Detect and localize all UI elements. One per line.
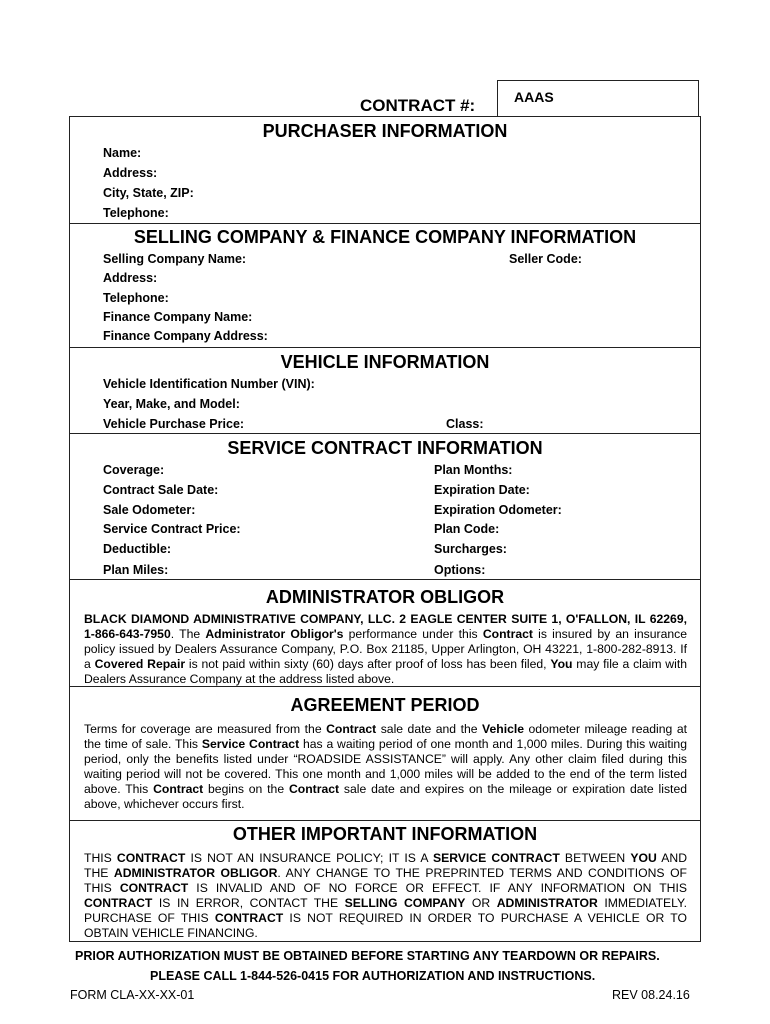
selling-telephone-label: Telephone: xyxy=(103,291,169,305)
finance-company-name-label: Finance Company Name: xyxy=(103,310,253,324)
administrator-title: ADMINISTRATOR OBLIGOR xyxy=(265,587,505,607)
authorization-phone-notice: PLEASE CALL 1-844-526-0415 FOR AUTHORIZATION AND INSTRUCTIONS. xyxy=(150,969,596,983)
administrator-paragraph: BLACK DIAMOND ADMINISTRATIVE COMPANY, LLC. 2 EAGLE CENTER SUITE 1, O'FALLON, IL 62269, 1-866-643-7950. The Administrator Obligor's performance under this Contract is insured by an insurance policy issued by Dealers Assurance Company, P.O. Box 21185, Upper Arlington, OH 43221, 1-800-282-8913. If a Covered Repair is not paid within sixty (60) days after proof of loss has been filed, You may file a claim with Dealers Assurance Company at the address listed above. xyxy=(84,612,687,686)
contract-number-field[interactable] xyxy=(497,80,699,117)
service-title: SERVICE CONTRACT INFORMATION xyxy=(227,438,543,458)
vehicle-class-label: Class: xyxy=(446,417,484,431)
purchaser-telephone-label: Telephone: xyxy=(103,206,169,220)
sale-odometer-label: Sale Odometer: xyxy=(103,503,196,517)
options-label: Options: xyxy=(434,563,486,577)
purchaser-name-label: Name: xyxy=(103,146,142,160)
contract-sale-date-label: Contract Sale Date: xyxy=(103,483,219,497)
plan-code-label: Plan Code: xyxy=(434,522,500,536)
expiration-odometer-label: Expiration Odometer: xyxy=(434,503,562,517)
plan-miles-label: Plan Miles: xyxy=(103,563,169,577)
selling-company-name-label: Selling Company Name: xyxy=(103,252,247,266)
finance-company-address-label: Finance Company Address: xyxy=(103,329,268,343)
other-paragraph: THIS CONTRACT IS NOT AN INSURANCE POLICY; IT IS A SERVICE CONTRACT BETWEEN YOU AND THE ADMINISTRATOR OBLIGOR. ANY CHANGE TO THE PREPRINTED TERMS AND CONDITIONS OF THIS CONTRACT IS INVALID AND OF NO FORCE OR EFFECT. IF ANY INFORMATION ON THIS CONTRACT IS IN ERROR, CONTACT THE SELLING COMPANY OR ADMINISTRATOR IMMEDIATELY. PURCHASE OF THIS CONTRACT IS NOT REQUIRED IN ORDER TO PURCHASE A VEHICLE OR TO OBTAIN VEHICLE FINANCING. xyxy=(84,851,688,940)
purchaser-address-label: Address: xyxy=(103,166,158,180)
agreement-title: AGREEMENT PERIOD xyxy=(290,695,480,715)
deductible-label: Deductible: xyxy=(103,542,172,556)
other-title: OTHER IMPORTANT INFORMATION xyxy=(232,824,538,844)
agreement-paragraph: Terms for coverage are measured from the Contract sale date and the Vehicle odometer mileage reading at the time of sale. This Service Contract has a waiting period of one month and 1,000 miles. During this waiting period, only the benefits listed under “ROADSIDE ASSISTANCE” will apply. Any other claim filed during this waiting period will not be covered. This one month and 1,000 miles will be added to the end of the term listed above. This Contract begins on the Contract sale date and expires on the mileage or expiration date listed above, whichever occurs first. xyxy=(84,722,687,811)
seller-code-label: Seller Code: xyxy=(509,252,582,266)
surcharges-label: Surcharges: xyxy=(434,542,507,556)
year-make-model-label: Year, Make, and Model: xyxy=(103,397,240,411)
vehicle-title: VEHICLE INFORMATION xyxy=(280,352,490,372)
vehicle-price-label: Vehicle Purchase Price: xyxy=(103,417,245,431)
selling-title: SELLING COMPANY & FINANCE COMPANY INFORMATION xyxy=(133,227,637,247)
purchaser-title: PURCHASER INFORMATION xyxy=(262,121,508,141)
expiration-date-label: Expiration Date: xyxy=(434,483,530,497)
vin-label: Vehicle Identification Number (VIN): xyxy=(103,377,315,391)
plan-months-label: Plan Months: xyxy=(434,463,513,477)
coverage-label: Coverage: xyxy=(103,463,165,477)
revision-date: REV 08.24.16 xyxy=(612,988,690,1002)
selling-address-label: Address: xyxy=(103,271,158,285)
form-number: FORM CLA-XX-XX-01 xyxy=(70,988,195,1002)
contract-number-value: AAAS xyxy=(514,89,554,105)
purchaser-city-label: City, State, ZIP: xyxy=(103,186,194,200)
authorization-notice: PRIOR AUTHORIZATION MUST BE OBTAINED BEFORE STARTING ANY TEARDOWN OR REPAIRS. xyxy=(75,949,660,963)
service-contract-price-label: Service Contract Price: xyxy=(103,522,241,536)
contract-number-label: CONTRACT #: xyxy=(360,96,476,115)
